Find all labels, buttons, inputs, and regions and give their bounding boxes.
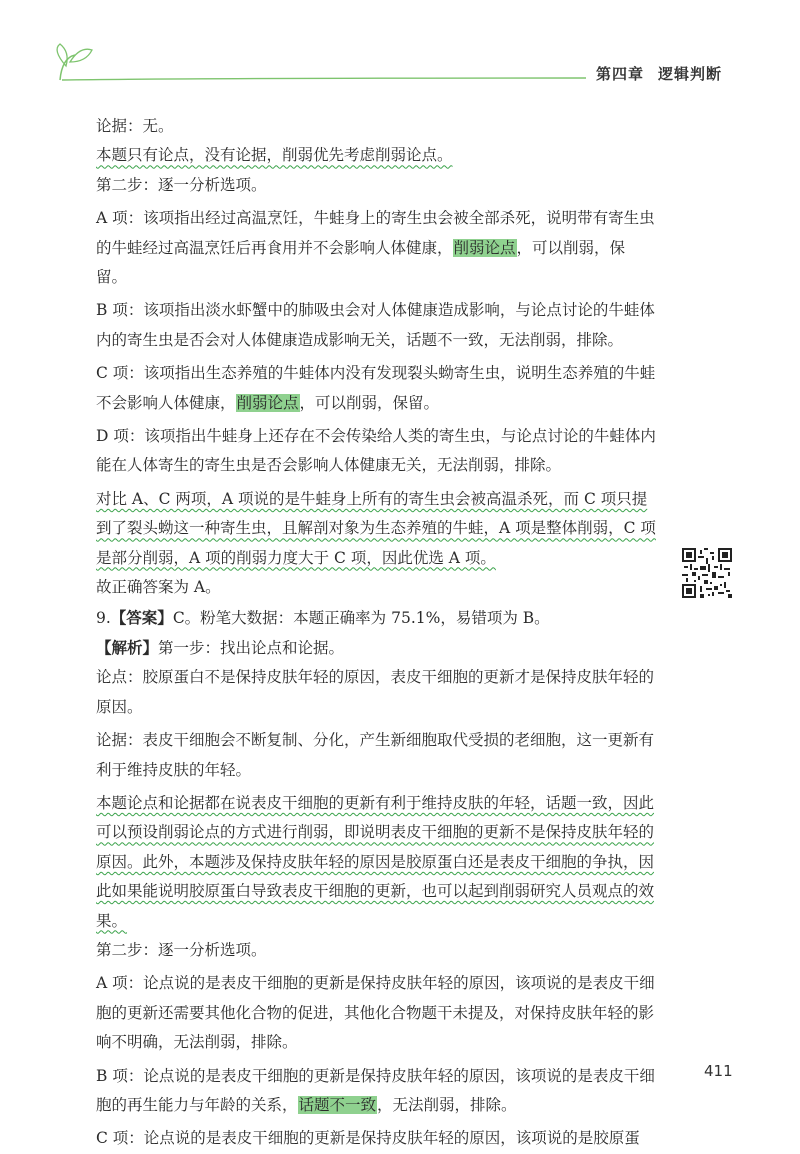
paragraph: [96, 359, 656, 418]
text-span: A 项：该项指出经过高温烹饪，牛蛙身上的寄生虫会被全部杀死，说明带有寄生虫的牛蛙经过高温烹饪后再食用并不会影响人体健康，: [96, 209, 655, 257]
page-header: [0, 0, 800, 100]
paragraph: [96, 171, 656, 200]
underlined-text: 对比 A、C 两项，A 项说的是牛蛙身上所有的寄生虫会被高温杀死，而 C 项只提到了裂头蚴这一种寄生虫，且解剖对象为生态养殖的牛蛙，A 项是整体削弱，C 项是部分削弱，A 项的削弱力度大于 C 项，因此优选 A 项。: [96, 489, 656, 567]
text-line: 论据：表皮干细胞会不断复制、分化，产生新细胞取代受损的老细胞，这一更新有利于维持皮肤的年轻。: [96, 731, 655, 779]
paragraph: [96, 603, 656, 633]
text-line: B 项：该项指出淡水虾蟹中的肺吸虫会对人体健康造成影响，与论点讨论的牛蛙体内的寄生虫是否会对人体健康造成影响无关，话题不一致，无法削弱，排除。: [96, 301, 655, 349]
paragraph: [96, 141, 656, 170]
question-number: 9.: [96, 608, 111, 627]
text-span: C。粉笔大数据：本题正确率为 75.1%，易错项为 B。: [172, 608, 550, 627]
text-span: B 项：论点说的是表皮干细胞的更新是保持皮肤年轻的原因，该项说的是表皮干细胞的再生能力与年龄的关系，: [96, 1066, 655, 1114]
underlined-text: 本题论点和论据都在说表皮干细胞的更新有利于维持皮肤的年轻，话题一致，因此可以预设削弱论点的方式进行削弱，即说明表皮干细胞的更新不是保持皮肤年轻的原因。此外，本题涉及保持皮肤年轻的原因是胶原蛋白还是表皮干细胞的争执，因此如果能说明胶原蛋白导致表皮干细胞的更新，也可以起到削弱研究人员观点的效果。: [96, 793, 655, 930]
paragraph: [96, 726, 656, 785]
paragraph: [96, 633, 656, 663]
answer-label: 【答案】: [110, 607, 173, 627]
text-line: 第二步：逐一分析选项。: [96, 175, 267, 194]
highlighted-text: 削弱论点: [236, 393, 299, 412]
paragraph: [96, 1124, 656, 1153]
chapter-number: 第四章: [596, 65, 645, 83]
qr-code-icon: [682, 548, 732, 598]
text-line: A 项：论点说的是表皮干细胞的更新是保持皮肤年轻的原因，该项说的是表皮干细胞的更新还需要其他化合物的促进，其他化合物题干未提及，对保持皮肤年轻的影响不明确，无法削弱，排除。: [96, 974, 655, 1052]
paragraph: [96, 969, 656, 1057]
highlighted-text: 话题不一致: [298, 1096, 377, 1114]
paragraph: [96, 485, 656, 573]
paragraph: [96, 296, 656, 355]
page-number: 411: [704, 1062, 733, 1080]
leaf-divider-icon: [0, 0, 800, 100]
text-line: 论据：无。: [96, 117, 174, 135]
chapter-name: 逻辑判断: [658, 65, 723, 83]
text-line: C 项：论点说的是表皮干细胞的更新是保持皮肤年轻的原因，该项说的是胶原蛋: [96, 1129, 640, 1148]
highlighted-text: 削弱论点: [453, 238, 516, 257]
paragraph: [96, 204, 656, 292]
text-span: 第一步：找出论点和论据。: [158, 638, 345, 657]
paragraph: [96, 112, 656, 141]
text-line: 论点：胶原蛋白不是保持皮肤年轻的原因，表皮干细胞的更新才是保持皮肤年轻的原因。: [96, 668, 655, 716]
paragraph: [96, 936, 656, 965]
text-span: ，可以削弱，保留。: [299, 393, 440, 412]
paragraph: [96, 789, 656, 936]
underlined-text: 本题只有论点，没有论据，削弱优先考虑削弱论点。: [96, 146, 453, 165]
page-body: [96, 112, 656, 1154]
text-line: D 项：该项指出牛蛙身上还存在不会传染给人类的寄生虫，与论点讨论的牛蛙体内能在人体寄生的寄生虫是否会影响人体健康无关，无法削弱，排除。: [96, 427, 656, 475]
text-span: ，无法削弱，排除。: [377, 1096, 517, 1114]
paragraph: [96, 573, 656, 602]
text-span: ，可以削弱，保留。: [96, 238, 626, 287]
paragraph: [96, 422, 656, 481]
text-line: 第二步：逐一分析选项。: [96, 940, 267, 959]
paragraph: [96, 1062, 656, 1121]
paragraph: [96, 663, 656, 722]
text-span: C 项：该项指出生态养殖的牛蛙体内没有发现裂头蚴寄生虫，说明生态养殖的牛蛙不会影响人体健康，: [96, 364, 656, 412]
chapter-title: [596, 63, 722, 84]
text-line: 故正确答案为 A。: [96, 578, 221, 597]
analysis-label: 【解析】: [96, 637, 159, 657]
